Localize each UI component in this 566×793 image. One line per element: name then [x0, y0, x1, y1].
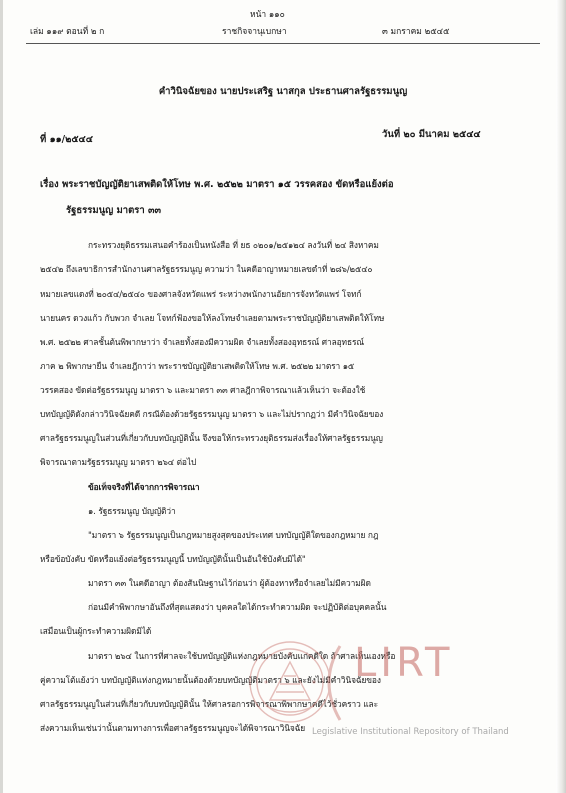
scan-edge-right [556, 0, 566, 793]
watermark-caption: Legislative Institutional Repository of Thailand [312, 727, 509, 737]
body-line: ศาลรัฐธรรมนูญในส่วนที่เกี่ยวกับบทบัญญัตินั้น จึงขอให้กระทรวงยุติธรรมส่งเรื่องให้ศาลรัฐธรรมนูญ [40, 433, 383, 443]
document-title: คำวินิจฉัยของ นายประเสริฐ นาสกุล ประธานศาลรัฐธรรมนูญ [158, 86, 408, 97]
body-line: ภาค ๒ พิพากษายืน จำเลยฎีกาว่า พระราชบัญญัติยาเสพติดให้โทษ พ.ศ. ๒๕๒๒ มาตรา ๑๕ [40, 361, 355, 371]
body-line: วรรคสอง ขัดต่อรัฐธรรมนูญ มาตรา ๖ และมาตรา ๓๓ ศาลฎีกาพิจารณาแล้วเห็นว่า จะต้องใช้ [40, 385, 366, 395]
body-line: ๒๕๔๒ ถึงเลขาธิการสำนักงานศาลรัฐธรรมนูญ ความว่า ในคดีอาญาหมายเลขดำที่ ๒๘๖/๒๕๔๐ [40, 264, 373, 274]
quote-line: ก่อนมีคำพิพากษาอันถึงที่สุดแสดงว่า บุคคลใดได้กระทำความผิด จะปฏิบัติต่อบุคคลนั้น [88, 602, 387, 612]
subject-line: รัฐธรรมนูญ มาตรา ๓๓ [66, 205, 162, 216]
section-heading: ข้อเท็จจริงที่ได้จากการพิจารณา [88, 482, 200, 492]
body-line: บทบัญญัติดังกล่าววินิจฉัยคดี กรณีต้องด้วยรัฐธรรมนูญ มาตรา ๖ และไม่ปรากฏว่า มีคำวินิจฉัยของ [40, 409, 384, 419]
volume-issue: เล่ม ๑๑๙ ตอนที่ ๒ ก [30, 27, 105, 37]
quote-line: มาตรา ๒๖๔ ในการที่ศาลจะใช้บทบัญญัติแห่งกฎหมายบังคับแก่คดีใด ถ้าศาลเห็นเองหรือ [88, 651, 396, 661]
body-line: กระทรวงยุติธรรมเสนอคำร้องเป็นหนังสือ ที่ ยธ ๐๒๐๑/๒๕๑๒๔ ลงวันที่ ๒๔ สิงหาคม [88, 240, 379, 250]
body-line: พิจารณาตามรัฐธรรมนูญ มาตรา ๒๖๔ ต่อไป [40, 457, 197, 467]
sub-heading: ๑. รัฐธรรมนูญ บัญญัติว่า [88, 506, 176, 516]
document-number: ที่ ๑๑/๒๕๔๔ [40, 134, 93, 145]
quote-line: เสมือนเป็นผู้กระทำความผิดมิได้ [40, 626, 152, 636]
lirt-logo-text: LIRT [354, 640, 454, 686]
body-line: นายนคร ดวงแก้ว กับพวก จำเลย โจทก์ฟ้องขอให้ลงโทษจำเลยตามพระราชบัญญัติยาเสพติดให้โทษ [40, 313, 385, 323]
quote-line: "มาตรา ๖ รัฐธรรมนูญเป็นกฎหมายสูงสุดของประเทศ บทบัญญัติใดของกฎหมาย กฎ [88, 530, 379, 540]
subject-line: เรื่อง พระราชบัญญัติยาเสพติดให้โทษ พ.ศ. ๒๕๒๒ มาตรา ๑๕ วรรคสอง ขัดหรือแย้งต่อ [40, 179, 394, 190]
body-line: หมายเลขแดงที่ ๒๐๕๔/๒๕๔๐ ของศาลจังหวัดแพร่ ระหว่างพนักงานอัยการจังหวัดแพร่ โจทก์ [40, 289, 362, 299]
quote-line: หรือข้อบังคับ ขัดหรือแย้งต่อรัฐธรรมนูญนี้ บทบัญญัตินั้นเป็นอันใช้บังคับมิได้" [40, 554, 306, 564]
body-line: พ.ศ. ๒๕๒๒ ศาลชั้นต้นพิพากษาว่า จำเลยทั้งสองมีความผิด จำเลยทั้งสองอุทธรณ์ ศาลอุทธรณ์ [40, 337, 365, 347]
issue-date: ๓ มกราคม ๒๕๔๕ [382, 27, 450, 37]
quote-line: ศาลรัฐธรรมนูญในส่วนที่เกี่ยวกับบทบัญญัตินั้น ให้ศาลรอการพิจารณาพิพากษาคดีไว้ชั่วคราว และ [40, 699, 378, 709]
scan-edge-left [0, 0, 3, 793]
page-number: หน้า ๑๑๐ [250, 10, 285, 20]
quote-line: มาตรา ๓๓ ในคดีอาญา ต้องสันนิษฐานไว้ก่อนว่า ผู้ต้องหาหรือจำเลยไม่มีความผิด [88, 578, 371, 588]
quote-line: คู่ความโต้แย้งว่า บทบัญญัติแห่งกฎหมายนั้นต้องด้วยบทบัญญัติมาตรา ๖ และยังไม่มีคำวินิจฉัยของ [40, 675, 381, 685]
document-date: วันที่ ๒๐ มีนาคม ๒๕๔๔ [382, 129, 481, 140]
quote-line: ส่งความเห็นเช่นว่านั้นตามทางการเพื่อศาลรัฐธรรมนูญจะได้พิจารณาวินิจฉัย [40, 723, 306, 733]
gazette-name: ราชกิจจานุเบกษา [222, 27, 287, 37]
header-divider [26, 43, 540, 44]
